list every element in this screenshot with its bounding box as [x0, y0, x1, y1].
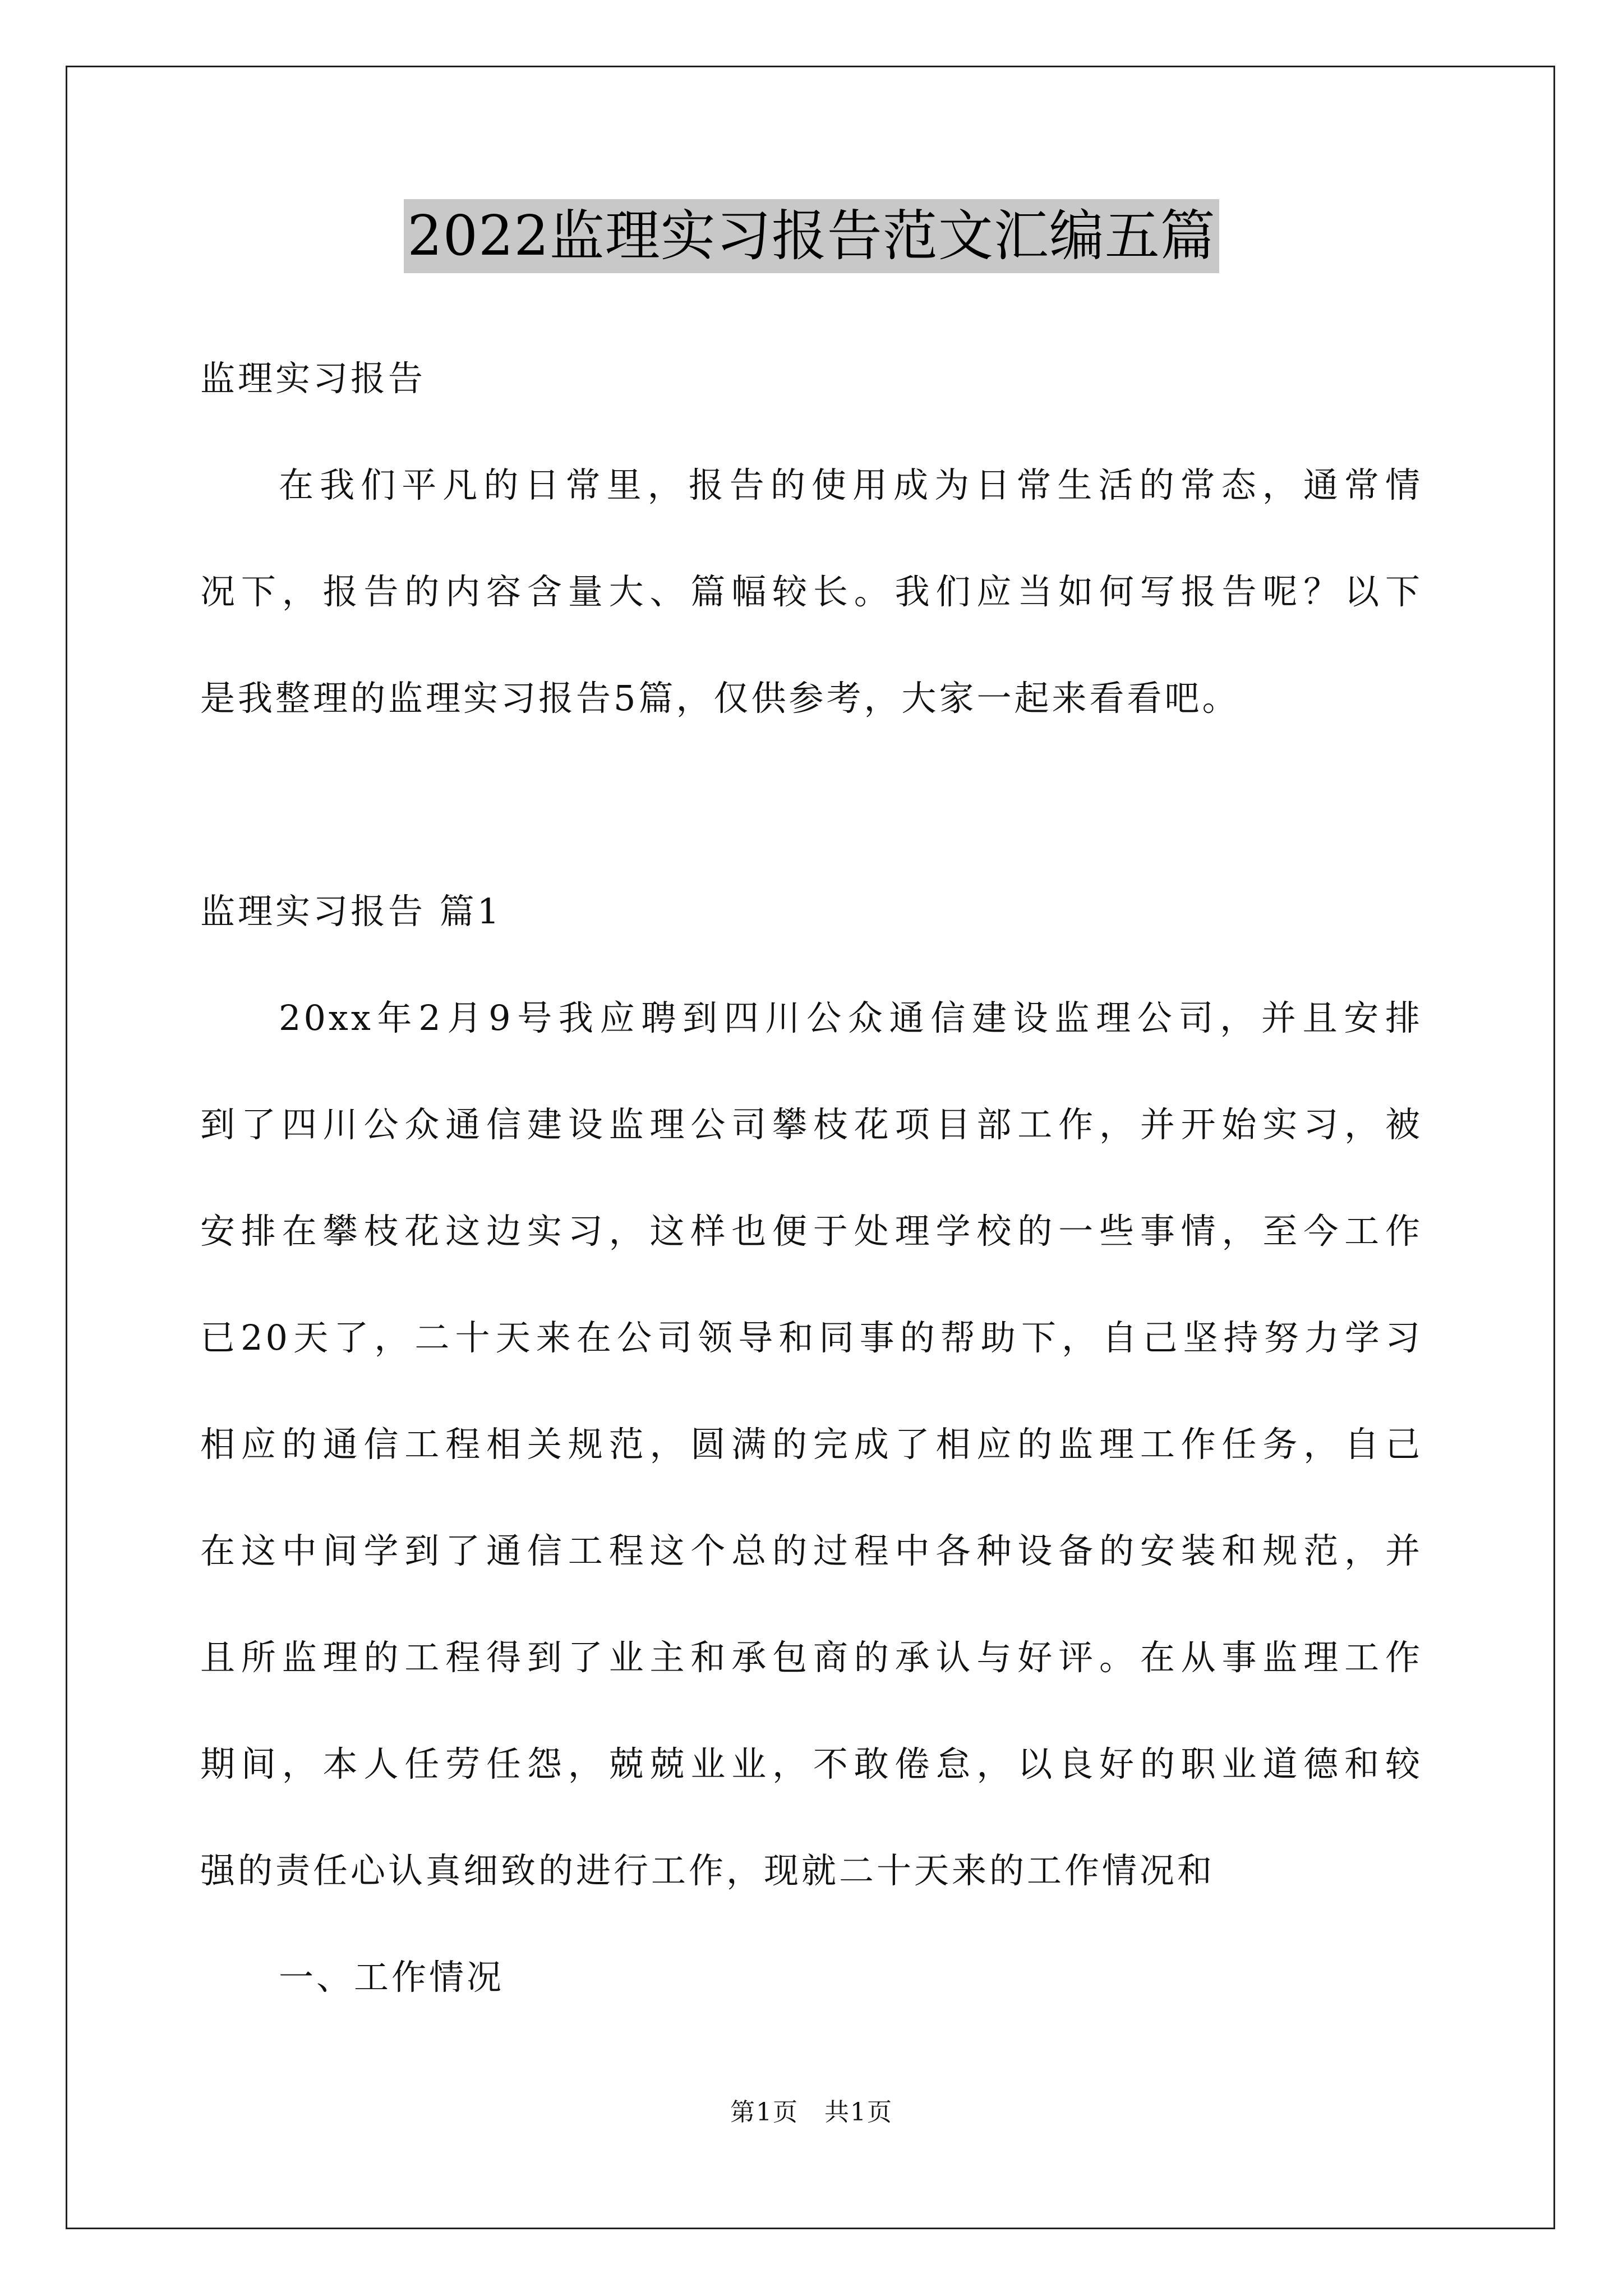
document-title: 2022监理实习报告范文汇编五篇 — [404, 199, 1219, 273]
paragraph-line: 是我整理的监理实习报告5篇，仅供参考，大家一起来看看吧。 — [200, 678, 1240, 719]
paragraph-line: 况下，报告的内容含量大、篇幅较长。我们应当如何写报告呢？以下 — [200, 571, 1423, 612]
paragraph-line: 在我们平凡的日常里，报告的使用成为日常生活的常态，通常情 — [279, 464, 1423, 505]
paragraph-line: 在这中间学到了通信工程这个总的过程中各种设备的安装和规范，并 — [200, 1530, 1423, 1571]
paragraph-line: 20xx年2月9号我应聘到四川公众通信建设监理公司，并且安排 — [279, 997, 1423, 1038]
paragraph-line: 且所监理的工程得到了业主和承包商的承认与好评。在从事监理工作 — [200, 1637, 1423, 1678]
page-footer: 第1页 共1页 — [730, 2098, 893, 2127]
paragraph-line: 安排在攀枝花这边实习，这样也便于处理学校的一些事情，至今工作 — [200, 1211, 1423, 1251]
paragraph-line: 相应的通信工程相关规范，圆满的完成了相应的监理工作任务，自己 — [200, 1424, 1423, 1465]
paragraph-line: 已20天了，二十天来在公司领导和同事的帮助下，自己坚持努力学习 — [200, 1317, 1423, 1358]
title-container — [0, 199, 1623, 273]
paragraph-line: 强的责任心认真细致的进行工作，现就二十天来的工作情况和 — [200, 1850, 1215, 1891]
paragraph-line: 期间，本人任劳任怨，兢兢业业，不敢倦怠，以良好的职业道德和较 — [200, 1743, 1423, 1784]
paragraph-line: 到了四川公众通信建设监理公司攀枝花项目部工作，并开始实习，被 — [200, 1104, 1423, 1145]
subsection-heading: 一、工作情况 — [279, 1957, 505, 1998]
section-heading: 监理实习报告 — [200, 358, 426, 399]
section-heading: 监理实习报告 篇1 — [200, 891, 502, 932]
